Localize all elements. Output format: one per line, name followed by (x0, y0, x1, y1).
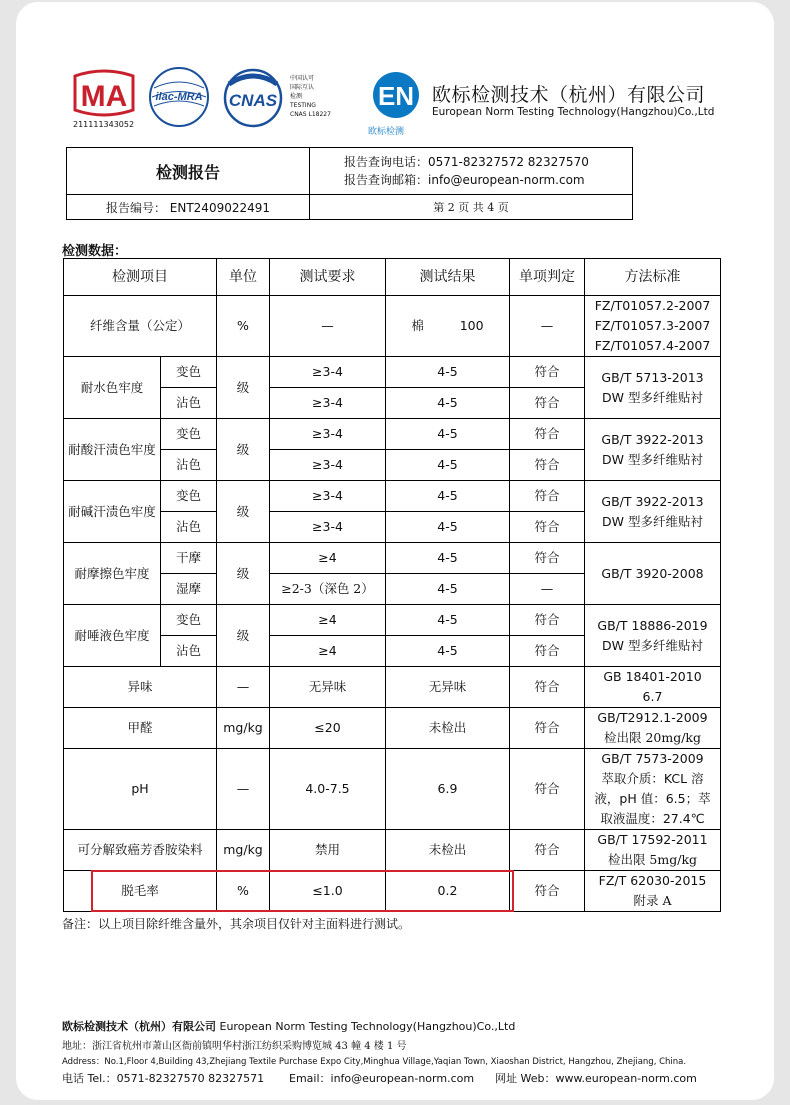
table-row: 耐碱汗渍色牢度 变色 级 ≥3-4 4-5 符合 GB/T 3922-2013 DW 型多纤维贴衬 (64, 481, 721, 512)
report-phone: 报告查询电话：0571-82327572 82327570 (344, 155, 589, 169)
column-header: 测试要求 (270, 259, 386, 296)
table-row: 可分解致癌芳香胺染料 mg/kg 禁用 未检出 符合 GB/T 17592-2011 检出限 5mg/kg (64, 830, 721, 871)
table-row: 沾色 ≥4 4-5 符合 (64, 636, 721, 667)
report-title: 检测报告 (67, 148, 310, 195)
column-header: 单项判定 (510, 259, 585, 296)
table-row: 沾色 ≥3-4 4-5 符合 (64, 388, 721, 419)
table-row: 耐水色牢度 变色 级 ≥3-4 4-5 符合 GB/T 5713-2013 DW 型多纤维贴衬 (64, 357, 721, 388)
table-row: pH — 4.0-7.5 6.9 符合 GB/T 7573-2009 萃取介质：KCL 溶 液，pH 值：6.5；萃 取液温度：27.4℃ (64, 749, 721, 830)
column-header: 测试结果 (386, 259, 510, 296)
cma-number: 211111343052 (73, 120, 135, 129)
footer-email: Email：info@european-norm.com (289, 1072, 475, 1085)
cnas-logo-icon (217, 68, 289, 128)
test-data-table (63, 258, 721, 912)
table-row: 沾色 ≥3-4 4-5 符合 (64, 450, 721, 481)
remark: 备注：以上项目除纤维含量外，其余项目仅针对主面料进行测试。 (62, 917, 411, 931)
column-header: 检测项目 (64, 259, 217, 296)
report-number: 报告编号： ENT2409022491 (67, 195, 310, 220)
report-contact (310, 148, 633, 195)
european-norm-logo-icon (370, 66, 422, 128)
report-header-table (66, 147, 633, 220)
table-row: 耐摩擦色牢度 干摩 级 ≥4 4-5 符合 GB/T 3920-2008 (64, 543, 721, 574)
svg-text:MA: MA (80, 80, 128, 113)
table-row: 沾色 ≥3-4 4-5 符合 (64, 512, 721, 543)
table-row: 耐唾液色牢度 变色 级 ≥4 4-5 符合 GB/T 18886-2019 DW 型多纤维贴衬 (64, 605, 721, 636)
cma-logo-icon (67, 68, 141, 126)
section-label: 检测数据： (62, 244, 128, 259)
column-header: 方法标准 (585, 259, 721, 296)
cnas-text: 中国认可 国际互认 检测 TESTING CNAS L18227 (290, 75, 331, 118)
footer-address-en: Address：No.1,Floor 4,Building 43,Zhejiang Textile Purchase Expo City,Minghua Village,Yaqian Town, Xiaoshan District, Hangzhou, Zhejiang, China. (62, 1057, 687, 1067)
table-row: 甲醛 mg/kg ≤20 未检出 符合 GB/T2912.1-2009 检出限 20mg/kg (64, 708, 721, 749)
footer-company: 欧标检测技术（杭州）有限公司 European Norm Testing Technology(Hangzhou)Co.,Ltd (62, 1020, 516, 1033)
footer-address-cn: 地址：浙江省杭州市萧山区衙前镇明华村浙江纺织采购博览城 43 幢 4 楼 1 号 (62, 1041, 407, 1052)
highlight-box (91, 870, 514, 912)
column-header: 单位 (217, 259, 270, 296)
footer-tel: 电话 Tel.：0571-82327570 82327571 (62, 1072, 265, 1085)
logo-bar (67, 66, 717, 136)
svg-text:EN: EN (377, 81, 415, 111)
table-row: 耐酸汗渍色牢度 变色 级 ≥3-4 4-5 符合 GB/T 3922-2013 DW 型多纤维贴衬 (64, 419, 721, 450)
table-row: 湿摩 ≥2-3（深色 2） 4-5 — (64, 574, 721, 605)
company-name-en: European Norm Testing Technology(Hangzhou)Co.,Ltd (432, 106, 715, 118)
footer-web: 网址 Web：www.european-norm.com (495, 1072, 697, 1085)
report-email: 报告查询邮箱：info@european-norm.com (344, 173, 585, 187)
logo-caption: 欧标检测 (368, 127, 405, 137)
table-header-row (64, 259, 721, 296)
table-row: 纤维含量（公定） % — 棉 100 — FZ/T01057.2-2007 FZ/T01057.3-2007 FZ/T01057.4-2007 (64, 296, 721, 357)
svg-text:CNAS: CNAS (228, 91, 278, 110)
svg-text:ilac-MRA: ilac-MRA (155, 91, 203, 103)
footer-contact (62, 1070, 742, 1086)
table-row: 异味 — 无异味 无异味 符合 GB 18401-2010 6.7 (64, 667, 721, 708)
table-row: 脱毛率 % ≤1.0 0.2 符合 FZ/T 62030-2015 附录 A (64, 871, 721, 912)
page-number: 第 2 页 共 4 页 (310, 195, 633, 220)
ilac-mra-logo-icon (148, 66, 210, 128)
footer (62, 1018, 742, 1086)
company-name-cn: 欧标检测技术（杭州）有限公司 (432, 84, 706, 106)
